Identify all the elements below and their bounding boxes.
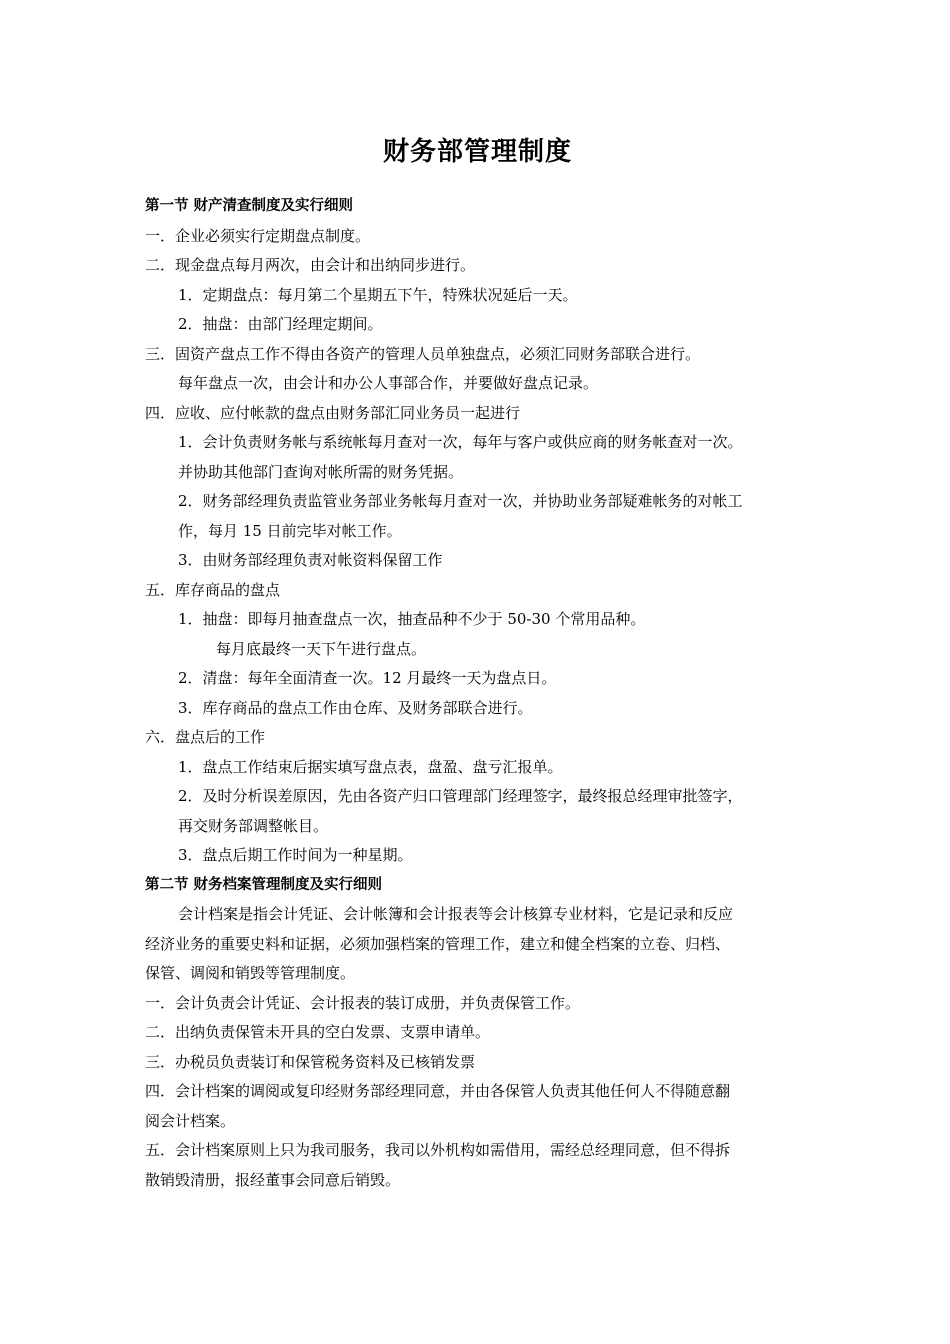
section-heading: 第一节 财产清查制度及实行细则 [145, 198, 354, 214]
document-page [145, 130, 810, 1195]
text-line: 保管、调阅和销毁等管理制度。 [145, 964, 356, 982]
text-line: 六．盘点后的工作 [145, 728, 266, 746]
text-line: 1．抽盘：即每月抽查盘点一次，抽查品种不少于 50-30 个常用品种。 [178, 610, 646, 628]
text-line: 一．会计负责会计凭证、会计报表的装订成册，并负责保管工作。 [145, 993, 581, 1012]
text-line: 3．库存商品的盘点工作由仓库、及财务部联合进行。 [178, 698, 533, 717]
text-line: 1．定期盘点：每月第二个星期五下午，特殊状况延后一天。 [178, 285, 578, 304]
text-line: 1．盘点工作结束后据实填写盘点表，盘盈、盘亏汇报单。 [178, 757, 563, 776]
text-line: 1．会计负责财务帐与系统帐每月查对一次，每年与客户或供应商的财务帐查对一次。 [178, 433, 743, 451]
text-line: 三．办税员负责装订和保管税务资料及已核销发票 [145, 1052, 476, 1071]
text-line: 作，每月 15 日前完毕对帐工作。 [178, 521, 402, 540]
text-line: 散销毁清册，报经董事会同意后销毁。 [145, 1170, 401, 1189]
text-line: 三．固资产盘点工作不得由各资产的管理人员单独盘点，必须汇同财务部联合进行。 [145, 344, 701, 363]
document-title: 财务部管理制度 [382, 137, 572, 167]
text-line: 四．应收、应付帐款的盘点由财务部汇同业务员一起进行 [145, 403, 521, 422]
text-line: 会计档案是指会计凭证、会计帐簿和会计报表等会计核算专业材料，它是记录和反应 [178, 905, 734, 923]
text-line: 阅会计档案。 [145, 1111, 236, 1130]
text-line: 3．由财务部经理负责对帐资料保留工作 [178, 551, 443, 569]
text-line: 2．及时分析误差原因，先由各资产归口管理部门经理签字，最终报总经理审批签字， [178, 787, 743, 805]
text-line: 3．盘点后期工作时间为一种星期。 [178, 846, 413, 864]
section-heading: 第二节 财务档案管理制度及实行细则 [145, 876, 383, 893]
text-line: 2．抽盘：由部门经理定期间。 [178, 315, 383, 333]
text-line: 四．会计档案的调阅或复印经财务部经理同意，并由各保管人负责其他任何人不得随意翻 [145, 1082, 731, 1100]
document-body [145, 192, 810, 1195]
text-line: 再交财务部调整帐目。 [178, 816, 329, 835]
text-line: 每月底最终一天下午进行盘点。 [216, 639, 427, 658]
text-line: 二．出纳负责保管未开具的空白发票、支票申请单。 [145, 1023, 491, 1041]
text-line: 并协助其他部门查询对帐所需的财务凭据。 [178, 462, 464, 481]
text-line: 一．企业必须实行定期盘点制度。 [145, 226, 371, 245]
text-line: 每年盘点一次，由会计和办公人事部合作，并要做好盘点记录。 [178, 374, 599, 392]
text-line: 二．现金盘点每月两次，由会计和出纳同步进行。 [145, 256, 476, 274]
text-line: 五．会计档案原则上只为我司服务，我司以外机构如需借用，需经总经理同意，但不得拆 [145, 1141, 731, 1159]
text-line: 经济业务的重要史料和证据，必须加强档案的管理工作，建立和健全档案的立卷、归档、 [145, 934, 731, 953]
text-line: 五．库存商品的盘点 [145, 580, 281, 599]
text-line: 2．清盘：每年全面清查一次。12 月最终一天为盘点日。 [178, 669, 557, 687]
text-line: 2．财务部经理负责监管业务部业务帐每月查对一次，并协助业务部疑难帐务的对帐工 [178, 492, 743, 510]
